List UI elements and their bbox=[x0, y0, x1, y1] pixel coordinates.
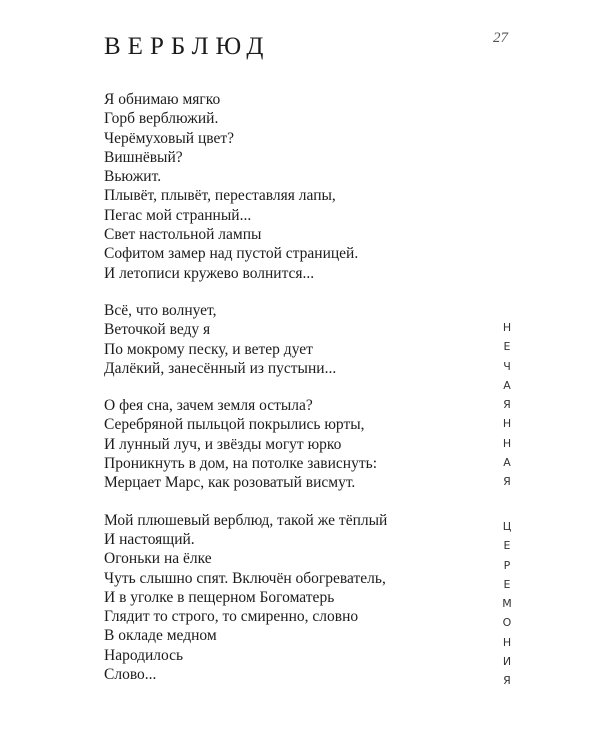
side-letter: О bbox=[502, 616, 512, 630]
stanza-3 bbox=[104, 396, 484, 492]
poem-line: Чуть слышно спят. Включён обогреватель, bbox=[104, 569, 386, 587]
stanza-4 bbox=[104, 511, 484, 685]
poem-line: Горб верблюжий. bbox=[104, 110, 219, 128]
poem bbox=[104, 90, 484, 702]
side-letter: А bbox=[503, 378, 511, 392]
poem-line: Пегас мой странный... bbox=[104, 206, 252, 224]
side-letter: Н bbox=[502, 417, 512, 431]
side-letter: Н bbox=[502, 321, 512, 334]
poem-line: Свет настольной лампы bbox=[104, 226, 262, 244]
stanza-2 bbox=[104, 301, 484, 378]
vertical-side-text-1 bbox=[500, 318, 514, 492]
side-letter: Я bbox=[503, 398, 511, 412]
poem-line: И настоящий. bbox=[104, 530, 195, 548]
side-letter: Ч bbox=[503, 359, 511, 373]
poem-line: Проникнуть в дом, на потолке зависнуть: bbox=[104, 455, 377, 473]
side-letter: Р bbox=[503, 558, 511, 572]
poem-line: Софитом замер над пустой страницей. bbox=[104, 245, 359, 263]
poem-line: Мой плюшевый верблюд, такой же тёплый bbox=[104, 511, 388, 529]
poem-line: Я обнимаю мягко bbox=[104, 91, 221, 108]
poem-line: Глядит то строго, то смиренно, словно bbox=[104, 608, 359, 626]
page-number: 27 bbox=[493, 30, 508, 46]
side-letter: И bbox=[502, 655, 512, 669]
poem-line: Плывёт, плывёт, переставляя лапы, bbox=[104, 187, 336, 205]
poem-line: Огоньки на ёлке bbox=[104, 550, 212, 568]
poem-line: Народилось bbox=[104, 646, 184, 664]
poem-line: В окладе медном bbox=[104, 627, 217, 645]
side-letter: Я bbox=[503, 674, 511, 688]
side-letter: А bbox=[503, 456, 511, 470]
side-letter: Ц bbox=[502, 520, 512, 533]
poem-line: Слово... bbox=[104, 666, 157, 684]
poem-line: Вьюжит. bbox=[104, 168, 162, 186]
stanza-1 bbox=[104, 90, 484, 283]
poem-line: О фея сна, зачем земля остыла? bbox=[104, 397, 313, 415]
poem-line: Далёкий, занесённый из пустыни... bbox=[104, 359, 337, 377]
page-title: ВЕРБЛЮД bbox=[104, 33, 271, 60]
poem-line: И в уголке в пещерном Богоматерь bbox=[104, 588, 335, 606]
poem-line: И летописи кружево волнится... bbox=[104, 264, 315, 282]
poem-line: И лунный луч, и звёзды могут юрко bbox=[104, 435, 342, 453]
poem-line: Серебряной пыльцой покрылись юрты, bbox=[104, 416, 365, 434]
side-letter: М bbox=[502, 597, 512, 611]
side-letter: Я bbox=[503, 475, 511, 489]
side-letter: Н bbox=[502, 635, 512, 649]
side-letter: Н bbox=[502, 436, 512, 450]
poem-line: Вишнёвый? bbox=[104, 148, 183, 166]
poem-line: Черёмуховый цвет? bbox=[104, 129, 235, 147]
poem-line: По мокрому песку, и ветер дует bbox=[104, 340, 313, 358]
vertical-side-text-2 bbox=[500, 517, 514, 691]
side-letter: Е bbox=[503, 577, 511, 591]
side-letter: Е bbox=[503, 340, 511, 354]
poem-line: Веточкой веду я bbox=[104, 321, 211, 339]
side-letter: Е bbox=[503, 539, 511, 553]
poem-line: Мерцает Марс, как розоватый висмут. bbox=[104, 474, 356, 492]
poem-line: Всё, что волнует, bbox=[104, 301, 217, 319]
